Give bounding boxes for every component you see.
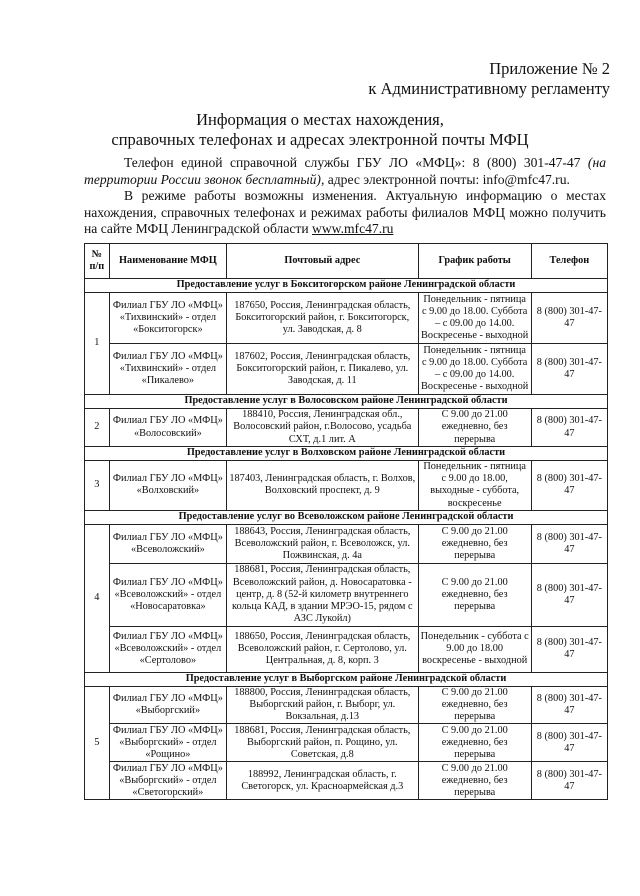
mfc-schedule: Понедельник - суббота с 9.00 до 18.00 воскресенье - выходной bbox=[418, 626, 531, 672]
title-line-2: справочных телефонах и адресах электронной почты МФЦ bbox=[111, 130, 529, 149]
mfc-schedule: С 9.00 до 21.00 ежедневно, без перерыва bbox=[418, 409, 531, 447]
mfc-name: Филиал ГБУ ЛО «МФЦ» «Всеволожский» bbox=[109, 524, 226, 563]
document-title bbox=[0, 110, 640, 150]
table-row bbox=[85, 524, 608, 563]
mfc-address: 188992, Ленинградская область, г. Светогорск, ул. Красноармейская д.3 bbox=[227, 762, 418, 800]
header-phone: Телефон bbox=[531, 244, 607, 279]
table-row bbox=[85, 686, 608, 724]
table-row bbox=[85, 461, 608, 511]
phone-note: (на территории России звонок бесплатный) bbox=[84, 155, 606, 187]
mfc-schedule: С 9.00 до 21.00 ежедневно, без перерыва bbox=[418, 686, 531, 724]
email-text: , адрес электронной почты: info@mfc47.ru. bbox=[320, 171, 570, 187]
section-row bbox=[85, 510, 608, 524]
table-header-row bbox=[85, 244, 608, 279]
table-row bbox=[85, 724, 608, 762]
appendix-reference: к Административному регламенту bbox=[368, 79, 610, 98]
mfc-address: 188800, Россия, Ленинградская область, Выборгский район, г. Выборг, ул. Вокзальная, д.13 bbox=[227, 686, 418, 724]
mfc-name: Филиал ГБУ ЛО «МФЦ» «Волховский» bbox=[109, 461, 226, 511]
mfc-phone: 8 (800) 301-47-47 bbox=[531, 686, 607, 724]
appendix-header bbox=[368, 59, 610, 99]
mfc-phone: 8 (800) 301-47-47 bbox=[531, 563, 607, 626]
mfc-name: Филиал ГБУ ЛО «МФЦ» «Тихвинский» - отдел «Пикалево» bbox=[109, 344, 226, 395]
intro-text bbox=[84, 155, 606, 238]
row-number: 5 bbox=[85, 686, 110, 800]
mfc-phone: 8 (800) 301-47-47 bbox=[531, 762, 607, 800]
mfc-phone: 8 (800) 301-47-47 bbox=[531, 409, 607, 447]
header-number: № п/п bbox=[85, 244, 110, 279]
section-title: Предоставление услуг в Волосовском районе Ленинградской области bbox=[85, 395, 608, 409]
appendix-number: Приложение № 2 bbox=[489, 59, 610, 78]
mfc-phone: 8 (800) 301-47-47 bbox=[531, 344, 607, 395]
mfc-address: 188410, Россия, Ленинградская обл., Волосовский район, г.Волосово, усадьба СХТ, д.1 лит. А bbox=[227, 409, 418, 447]
title-line-1: Информация о местах нахождения, bbox=[196, 110, 444, 129]
mfc-name: Филиал ГБУ ЛО «МФЦ» «Волосовский» bbox=[109, 409, 226, 447]
row-number: 4 bbox=[85, 524, 110, 672]
table-row bbox=[85, 563, 608, 626]
mfc-address: 187602, Россия, Ленинградская область, Бокситогорский район, г. Пикалево, ул. Заводская, д. 11 bbox=[227, 344, 418, 395]
mfc-address: 187403, Ленинградская область, г. Волхов, Волховский проспект, д. 9 bbox=[227, 461, 418, 511]
header-schedule: График работы bbox=[418, 244, 531, 279]
mfc-phone: 8 (800) 301-47-47 bbox=[531, 626, 607, 672]
table-row bbox=[85, 762, 608, 800]
section-title: Предоставление услуг в Бокситогорском районе Ленинградской области bbox=[85, 279, 608, 293]
phone-text: Телефон единой справочной службы ГБУ ЛО «МФЦ»: 8 (800) 301-47-47 bbox=[124, 155, 588, 170]
table-row bbox=[85, 293, 608, 344]
mfc-phone: 8 (800) 301-47-47 bbox=[531, 293, 607, 344]
section-row bbox=[85, 395, 608, 409]
mfc-address: 188650, Россия, Ленинградская область, Всеволожский район, г. Сертолово, ул. Центральная, д. 8, корп. 3 bbox=[227, 626, 418, 672]
table-row bbox=[85, 626, 608, 672]
section-title: Предоставление услуг в Выборгском районе Ленинградской области bbox=[85, 672, 608, 686]
mfc-name: Филиал ГБУ ЛО «МФЦ» «Выборгский» - отдел «Светогорский» bbox=[109, 762, 226, 800]
row-number: 2 bbox=[85, 409, 110, 447]
table-row bbox=[85, 409, 608, 447]
mfc-schedule: С 9.00 до 21.00 ежедневно, без перерыва bbox=[418, 724, 531, 762]
row-number: 3 bbox=[85, 461, 110, 511]
mfc-name: Филиал ГБУ ЛО «МФЦ» «Тихвинский» - отдел «Бокситогорск» bbox=[109, 293, 226, 344]
mfc-name: Филиал ГБУ ЛО «МФЦ» «Выборгский» - отдел «Рощино» bbox=[109, 724, 226, 762]
mfc-phone: 8 (800) 301-47-47 bbox=[531, 461, 607, 511]
mfc-address: 188643, Россия, Ленинградская область, Всеволожский район, г. Всеволожск, ул. Пожвинская, д. 4а bbox=[227, 524, 418, 563]
changes-text: В режиме работы возможны изменения. Актуальную информацию о местах нахождения, справочных телефонах и режимах работы филиалов МФЦ можно получить на сайте МФЦ Ленинградской области bbox=[84, 188, 606, 237]
mfc-phone: 8 (800) 301-47-47 bbox=[531, 524, 607, 563]
phone-paragraph bbox=[84, 155, 606, 188]
mfc-address: 188681, Россия, Ленинградская область, Всеволожский район, д. Новосаратовка - центр, д. 8 (52-й километр внутреннего кольца КАД, в здании МРЭО-15, рядом с АЗС Лукойл) bbox=[227, 563, 418, 626]
header-name: Наименование МФЦ bbox=[109, 244, 226, 279]
mfc-schedule: Понедельник - пятница с 9.00 до 18.00. Суббота – с 09.00 до 14.00. Воскресенье - выходной bbox=[418, 344, 531, 395]
section-row bbox=[85, 279, 608, 293]
mfc-table bbox=[84, 243, 608, 800]
mfc-name: Филиал ГБУ ЛО «МФЦ» «Всеволожский» - отдел «Сертолово» bbox=[109, 626, 226, 672]
site-link[interactable]: www.mfc47.ru bbox=[312, 221, 394, 237]
mfc-schedule: С 9.00 до 21.00 ежедневно, без перерыва bbox=[418, 524, 531, 563]
changes-paragraph bbox=[84, 188, 606, 238]
section-title: Предоставление услуг во Всеволожском районе Ленинградской области bbox=[85, 510, 608, 524]
row-number: 1 bbox=[85, 293, 110, 395]
table-row bbox=[85, 344, 608, 395]
section-row bbox=[85, 447, 608, 461]
mfc-name: Филиал ГБУ ЛО «МФЦ» «Выборгский» bbox=[109, 686, 226, 724]
mfc-name: Филиал ГБУ ЛО «МФЦ» «Всеволожский» - отдел «Новосаратовка» bbox=[109, 563, 226, 626]
mfc-address: 187650, Россия, Ленинградская область, Бокситогорский район, г. Бокситогорск, ул. Заводская, д. 8 bbox=[227, 293, 418, 344]
mfc-schedule: С 9.00 до 21.00 ежедневно, без перерыва bbox=[418, 563, 531, 626]
header-address: Почтовый адрес bbox=[227, 244, 418, 279]
mfc-phone: 8 (800) 301-47-47 bbox=[531, 724, 607, 762]
mfc-schedule: Понедельник - пятница с 9.00 до 18.00. Суббота – с 09.00 до 14.00. Воскресенье - выходной bbox=[418, 293, 531, 344]
section-title: Предоставление услуг в Волховском районе Ленинградской области bbox=[85, 447, 608, 461]
mfc-schedule: Понедельник - пятница с 9.00 до 18.00, выходные - суббота, воскресенье bbox=[418, 461, 531, 511]
mfc-address: 188681, Россия, Ленинградская область, Выборгский район, п. Рощино, ул. Советская, д.8 bbox=[227, 724, 418, 762]
mfc-schedule: С 9.00 до 21.00 ежедневно, без перерыва bbox=[418, 762, 531, 800]
section-row bbox=[85, 672, 608, 686]
